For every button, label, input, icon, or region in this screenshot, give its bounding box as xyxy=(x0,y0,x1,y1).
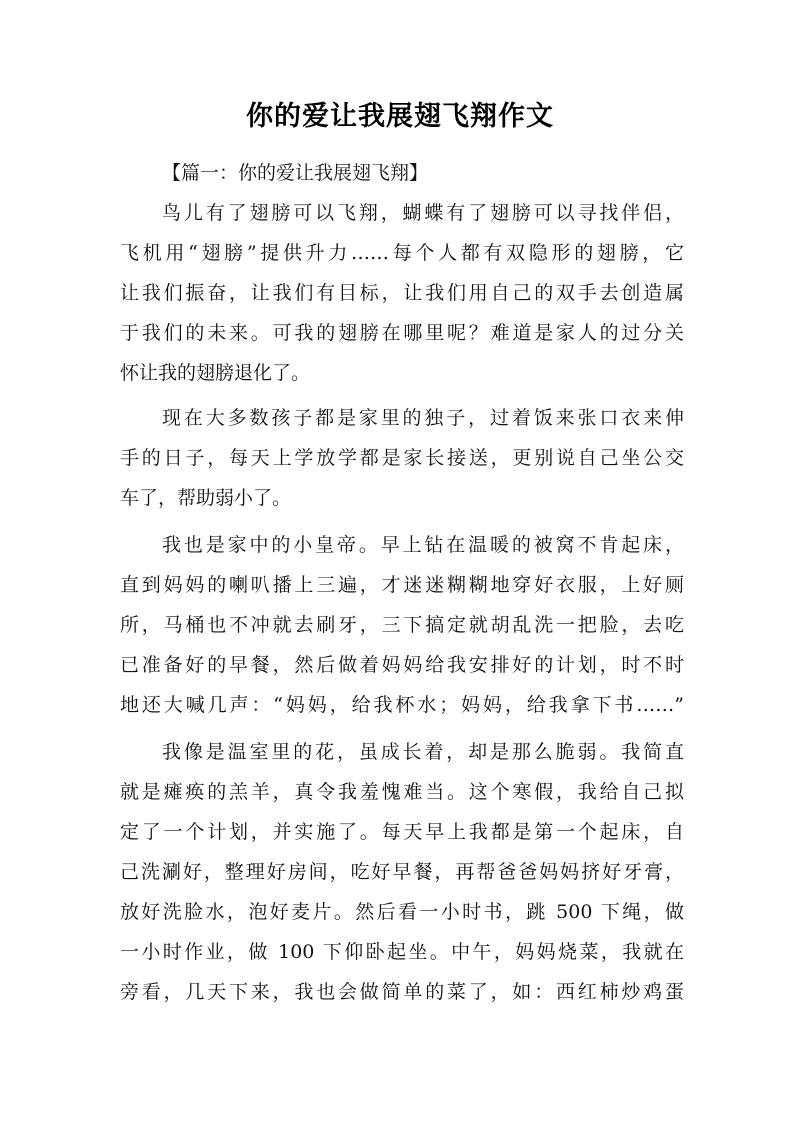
text-line: 手的日子，每天上学放学都是家长接送，更别说自己坐公交 xyxy=(120,447,684,469)
text-line: 飞机用“翅膀”提供升力……每个人都有双隐形的翅膀，它 xyxy=(120,242,684,264)
text-line: 己洗涮好，整理好房间，吃好早餐，再帮爸爸妈妈挤好牙膏， xyxy=(120,861,684,883)
text-line: 怀让我的翅膀退化了。 xyxy=(120,362,311,384)
document-body xyxy=(120,153,684,1012)
text-line: 定了一个计划，并实施了。每天早上我都是第一个起床，自 xyxy=(120,821,684,843)
text-line: 放好洗脸水，泡好麦片。然后看一小时书，跳 500 下绳，做 xyxy=(120,901,684,923)
text-line: 旁看，几天下来，我也会做简单的菜了，如：西红柿炒鸡蛋 xyxy=(120,981,684,1003)
text-line: 我也是家中的小皇帝。早上钻在温暖的被窝不肯起床， xyxy=(162,534,684,556)
text-line: 一小时作业，做 100 下仰卧起坐。中午，妈妈烧菜，我就在 xyxy=(120,941,684,963)
text-line: 所，马桶也不冲就去刷牙，三下搞定就胡乱洗一把脸，去吃 xyxy=(120,614,684,636)
document-title: 你的爱让我展翅飞翔作文 xyxy=(246,101,554,132)
text-line: 我像是温室里的花，虽成长着，却是那么脆弱。我简直 xyxy=(162,741,684,763)
text-line: 让我们振奋，让我们有目标，让我们用自己的双手去创造属 xyxy=(120,282,684,304)
text-line: 车了，帮助弱小了。 xyxy=(120,487,292,509)
section-heading: 【篇一：你的爱让我展翅飞翔】 xyxy=(162,162,429,184)
text-line: 于我们的未来。可我的翅膀在哪里呢？难道是家人的过分关 xyxy=(120,322,684,344)
paragraph xyxy=(120,193,684,393)
text-line: 鸟儿有了翅膀可以飞翔，蝴蝶有了翅膀可以寻找伴侣， xyxy=(162,202,684,224)
paragraph xyxy=(120,525,684,725)
text-line: 地还大喊几声：“妈妈，给我杯水；妈妈，给我拿下书……” xyxy=(120,694,684,716)
paragraph xyxy=(120,398,684,518)
paragraph xyxy=(120,732,684,1012)
text-line: 直到妈妈的喇叭播上三遍，才迷迷糊糊地穿好衣服，上好厕 xyxy=(120,574,684,596)
text-line: 现在大多数孩子都是家里的独子，过着饭来张口衣来伸 xyxy=(162,407,684,429)
text-line: 就是瘫痪的羔羊，真令我羞愧难当。这个寒假，我给自己拟 xyxy=(120,781,684,803)
text-line: 已准备好的早餐，然后做着妈妈给我安排好的计划，时不时 xyxy=(120,654,684,676)
